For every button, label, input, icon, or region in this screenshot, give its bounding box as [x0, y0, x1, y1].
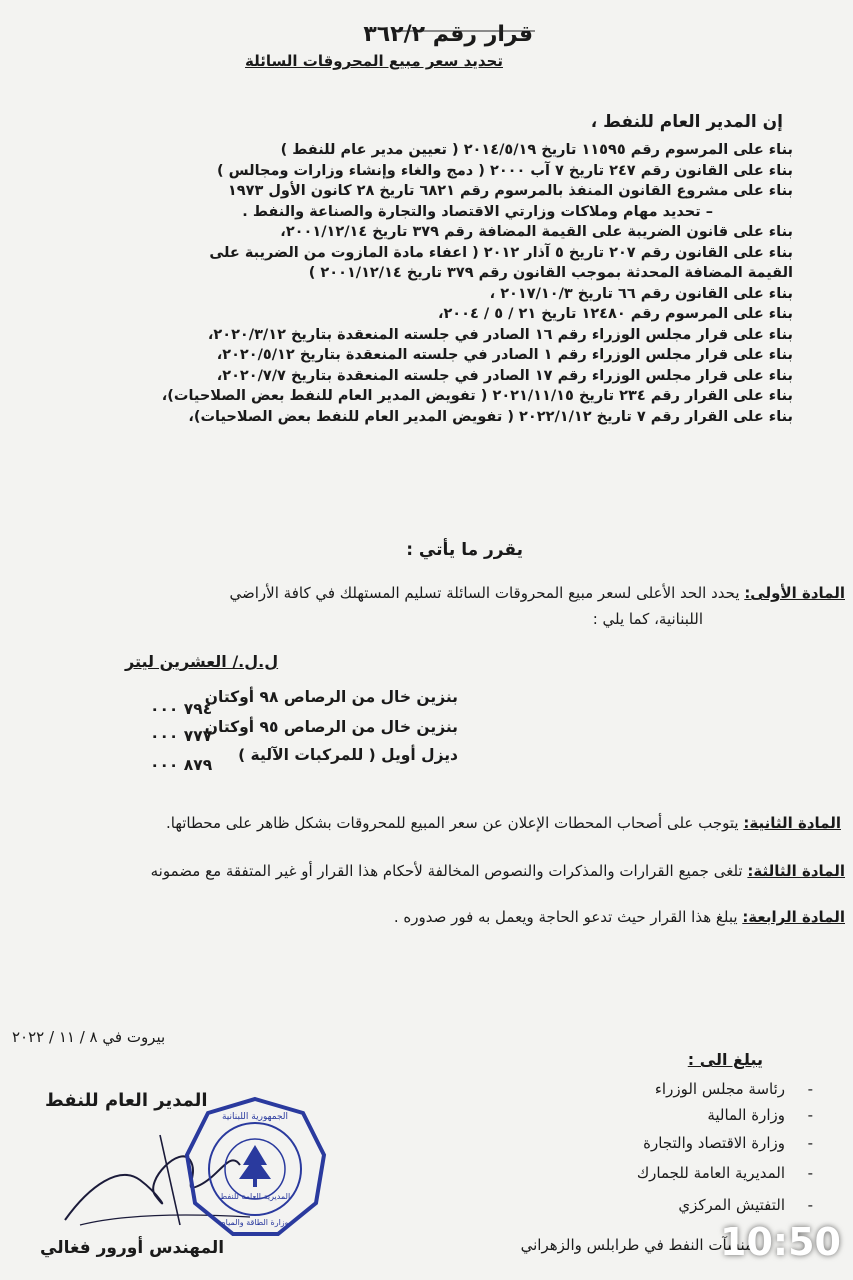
signatory-role: المدير العام للنفط: [45, 1090, 208, 1111]
intro-line: إن المدير العام للنفط ،: [590, 112, 783, 132]
whereas-clause: – تحديد مهام وملاكات وزارتي الاقتصاد والتجارة والصناعة والنفط .: [242, 203, 713, 220]
whereas-clause: بناء على القانون رقم ٦٦ تاريخ ٢٠١٧/١٠/٣ ،: [489, 285, 793, 302]
price-row-product: بنزين خال من الرصاص ٩٥ أوكتان: [204, 718, 458, 736]
article-4-text: يبلغ هذا القرار حيث تدعو الحاجة ويعمل به فور صدوره .: [393, 908, 743, 926]
decides-heading: يقرر ما يأتي :: [406, 540, 523, 560]
price-unit-header: ل.ل./ العشرين ليتر: [125, 652, 279, 671]
whereas-clause: بناء على قرار مجلس الوزراء رقم ١٦ الصادر في جلسته المنعقدة بتاريخ ٢٠٢٠/٣/١٢،: [207, 326, 793, 343]
decision-subtitle: تحديد سعر مبيع المحروقات السائلة: [245, 52, 503, 70]
whereas-clause: بناء على القرار رقم ٧ تاريخ ٢٠٢٢/١/١٢ ( تفويض المدير العام للنفط بعض الصلاحيات)،: [188, 408, 793, 425]
article-2-label: المادة الثانية:: [743, 814, 841, 832]
cc-title: يبلغ الى :: [687, 1050, 763, 1069]
place-date: بيروت في ٨ / ١١ / ٢٠٢٢: [12, 1028, 166, 1046]
article-3: [151, 860, 845, 882]
article-2-text: يتوجب على أصحاب المحطات الإعلان عن سعر المبيع للمحروقات بشكل ظاهر على محطاتها.: [166, 814, 744, 832]
article-1-text: يحدد الحد الأعلى لسعر مبيع المحروقات السائلة تسليم المستهلك في كافة الأراضي: [229, 584, 745, 602]
whereas-clause: بناء على المرسوم رقم ١٢٤٨٠ تاريخ ٢١ / ٥ / ٢٠٠٤،: [437, 306, 793, 322]
cc-item: وزارة الاقتصاد والتجارة: [643, 1134, 785, 1152]
cc-item: التفتيش المركزي: [678, 1196, 785, 1214]
whereas-clause: بناء على قانون الضريبة على القيمة المضافة رقم ٣٧٩ تاريخ ٢٠٠١/١٢/١٤،: [280, 224, 793, 240]
price-row-value: ٧٧٧ ٠٠٠: [150, 727, 213, 745]
title-underline: [395, 30, 535, 32]
svg-text:الجمهورية اللبنانية: الجمهورية اللبنانية: [221, 1112, 289, 1122]
whereas-clauses: [33, 140, 793, 427]
official-seal: [183, 1095, 328, 1240]
cc-bullet: -: [807, 1196, 813, 1214]
cc-bullet: -: [807, 1164, 813, 1182]
whereas-clause: بناء على قرار مجلس الوزراء رقم ١٧ الصادر في جلسته المنعقدة بتاريخ ٢٠٢٠/٧/٧،: [216, 367, 793, 384]
status-bar-time: 10:50: [720, 1220, 841, 1264]
cc-item: وزارة المالية: [707, 1106, 785, 1124]
cc-bullet: -: [807, 1080, 813, 1098]
whereas-clause: بناء على القانون رقم ٢٠٧ تاريخ ٥ آذار ٢٠١٢ ( اعفاء مادة المازوت من الضريبة على: [209, 244, 793, 261]
whereas-clause: بناء على القرار رقم ٢٣٤ تاريخ ٢٠٢١/١١/١٥ ( تفويض المدير العام للنفط بعض الصلاحيات)،: [161, 388, 793, 404]
cc-bullet: -: [807, 1106, 813, 1124]
signatory-name: المهندس أورور فغالي: [40, 1238, 225, 1258]
whereas-clause: بناء على القانون رقم ٢٤٧ تاريخ ٧ آب ٢٠٠٠ ( دمج والغاء وإنشاء وزارات ومجالس ): [216, 162, 793, 179]
article-4-label: المادة الرابعة:: [742, 908, 845, 926]
cc-item: رئاسة مجلس الوزراء: [654, 1080, 785, 1098]
cc-item: المديرية العامة للجمارك: [636, 1164, 785, 1182]
cc-bullet: -: [807, 1134, 813, 1152]
decision-title: قرار رقم ٣٦٢/٢: [363, 22, 533, 47]
article-4: [394, 906, 845, 928]
whereas-clause: بناء على قرار مجلس الوزراء رقم ١ الصادر في جلسته المنعقدة بتاريخ ٢٠٢٠/٥/١٢،: [216, 347, 793, 363]
whereas-clause: القيمة المضافة المحدثة بموجب القانون رقم ٣٧٩ تاريخ ٢٠٠١/١٢/١٤ ): [308, 265, 793, 281]
article-3-label: المادة الثالثة:: [747, 862, 845, 880]
price-row-product: ديزل أويل ( للمركبات الآلية ): [238, 746, 458, 764]
svg-text:وزارة الطاقة والمياه: وزارة الطاقة والمياه: [221, 1218, 289, 1227]
article-3-text: تلغى جميع القرارات والمذكرات والنصوص المخالفة لأحكام هذا القرار أو غير المتفقة مع مضمونه: [150, 862, 748, 880]
article-1-continuation: اللبنانية، كما يلي :: [592, 610, 703, 628]
whereas-clause: بناء على المرسوم رقم ١١٥٩٥ تاريخ ٢٠١٤/٥/١٩ ( تعيين مدير عام للنفط ): [280, 142, 793, 158]
svg-text:المديرية العامة للنفط: المديرية العامة للنفط: [219, 1192, 291, 1201]
whereas-clause: بناء على مشروع القانون المنفذ بالمرسوم رقم ٦٨٢١ تاريخ ٢٨ كانون الأول ١٩٧٣: [227, 183, 793, 199]
cc-item: منشآت النفط في طرابلس والزهراني: [520, 1236, 753, 1254]
article-1-label: المادة الأولى:: [744, 584, 845, 602]
article-1: [230, 582, 845, 604]
price-row-value: ٨٧٩ ٠٠٠: [150, 756, 213, 774]
price-row-product: بنزين خال من الرصاص ٩٨ أوكتان: [204, 688, 458, 706]
price-row-value: ٧٩٤ ٠٠٠: [150, 700, 213, 718]
article-2: [166, 812, 841, 834]
